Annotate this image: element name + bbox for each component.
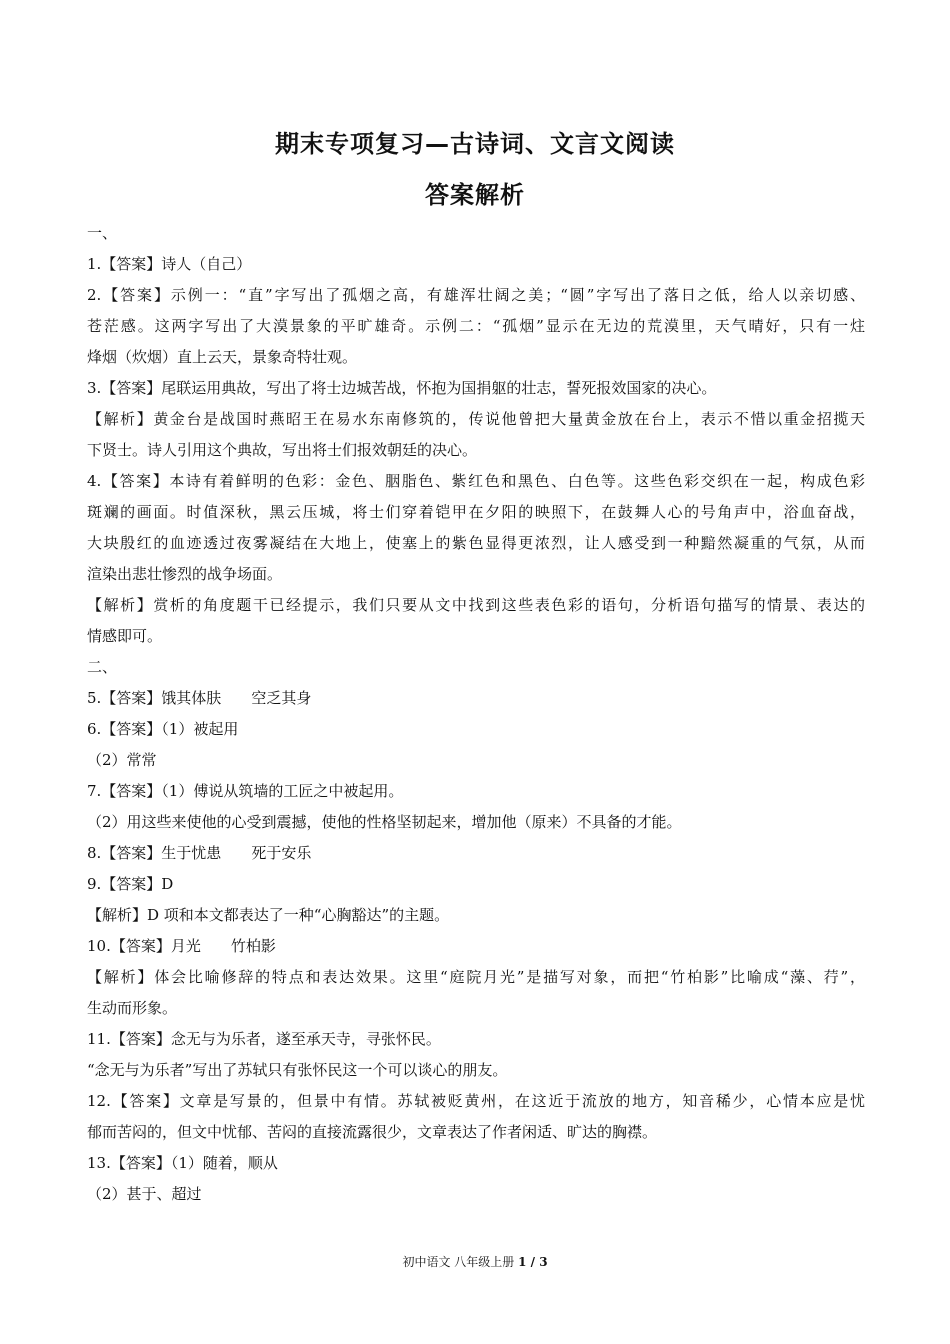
- answer-line: 郁而苦闷的，但文中忧郁、苦闷的直接流露很少，文章表达了作者闲适、旷达的胸襟。: [87, 1123, 658, 1141]
- page-subtitle: 答案解析: [425, 181, 525, 209]
- answer-line: 11.【答案】念无与为乐者，遂至承天寺，寻张怀民。: [87, 1030, 441, 1048]
- analysis-line: 下贤士。诗人引用这个典故，写出将士们报效朝廷的决心。: [87, 441, 478, 459]
- answer-line: 7.【答案】（1）傅说从筑墙的工匠之中被起用。: [87, 782, 404, 800]
- answer-line: 1.【答案】诗人（自己）: [87, 255, 252, 273]
- answer-line: 13.【答案】（1）随着，顺从: [87, 1154, 278, 1172]
- answer-line: 渲染出悲壮惨烈的战争场面。: [87, 565, 283, 583]
- section-heading: 一、: [87, 224, 118, 242]
- answer-line: 4.【答案】本诗有着鲜明的色彩：金色、胭脂色、紫红色和黑色、白色等。这些色彩交织在一起，构成色彩: [87, 472, 865, 490]
- analysis-line: 情感即可。: [87, 627, 163, 645]
- answer-line: 2.【答案】示例一：“直”字写出了孤烟之高，有雄浑壮阔之美；“圆”字写出了落日之低，给人以亲切感、: [87, 286, 865, 304]
- answer-line: 12.【答案】文章是写景的，但景中有情。苏轼被贬黄州，在这近于流放的地方，知音稀少，心情本应是忧: [87, 1092, 865, 1110]
- page-title: 期末专项复习—古诗词、文言文阅读: [275, 130, 675, 158]
- page-number: 1 / 3: [518, 1255, 548, 1269]
- answer-line: 斑斓的画面。时值深秋，黑云压城，将士们穿着铠甲在夕阳的映照下，在鼓舞人心的号角声中，浴血奋战，: [87, 503, 865, 521]
- footer-label: 初中语文 八年级上册: [402, 1255, 515, 1269]
- section-heading: 二、: [87, 658, 118, 676]
- answer-line: 3.【答案】尾联运用典故，写出了将士边城苦战，怀抱为国捐躯的壮志，誓死报效国家的决心。: [87, 379, 717, 397]
- answer-content: [87, 218, 865, 1210]
- answer-line: 大块殷红的血迹透过夜雾凝结在大地上，使塞上的紫色显得更浓烈，让人感受到一种黯然凝重的气氛，从而: [87, 534, 865, 552]
- answer-line: 6.【答案】（1）被起用: [87, 720, 239, 738]
- answer-line: 10.【答案】月光 竹柏影: [87, 937, 276, 955]
- answer-line: 苍茫感。这两字写出了大漠景象的平旷雄奇。示例二：“孤烟”显示在无边的荒漠里，天气晴好，只有一炷: [87, 317, 865, 335]
- answer-line: “念无与为乐者”写出了苏轼只有张怀民这一个可以谈心的朋友。: [87, 1061, 508, 1079]
- answer-line: （2）用这些来使他的心受到震撼，使他的性格坚韧起来，增加他（原来）不具备的才能。: [87, 813, 682, 831]
- answer-line: 5.【答案】饿其体肤 空乏其身: [87, 689, 312, 707]
- answer-line: 9.【答案】D: [87, 875, 174, 893]
- answer-line: 8.【答案】生于忧患 死于安乐: [87, 844, 312, 862]
- analysis-line: 【解析】D 项和本文都表达了一种“心胸豁达”的主题。: [87, 906, 450, 924]
- analysis-line: 【解析】黄金台是战国时燕昭王在易水东南修筑的，传说他曾把大量黄金放在台上，表示不惜以重金招揽天: [87, 410, 865, 428]
- answer-line: （2）甚于、超过: [87, 1185, 202, 1203]
- analysis-line: 【解析】赏析的角度题干已经提示，我们只要从文中找到这些表色彩的语句，分析语句描写的情景、表达的: [87, 596, 865, 614]
- answer-line: （2）常常: [87, 751, 157, 769]
- page-footer: [0, 1253, 950, 1270]
- analysis-line: 【解析】体会比喻修辞的特点和表达效果。这里“庭院月光”是描写对象，而把“竹柏影”比喻成“藻、荇”，: [87, 968, 865, 986]
- analysis-line: 生动而形象。: [87, 999, 178, 1017]
- answer-line: 烽烟（炊烟）直上云天，景象奇特壮观。: [87, 348, 358, 366]
